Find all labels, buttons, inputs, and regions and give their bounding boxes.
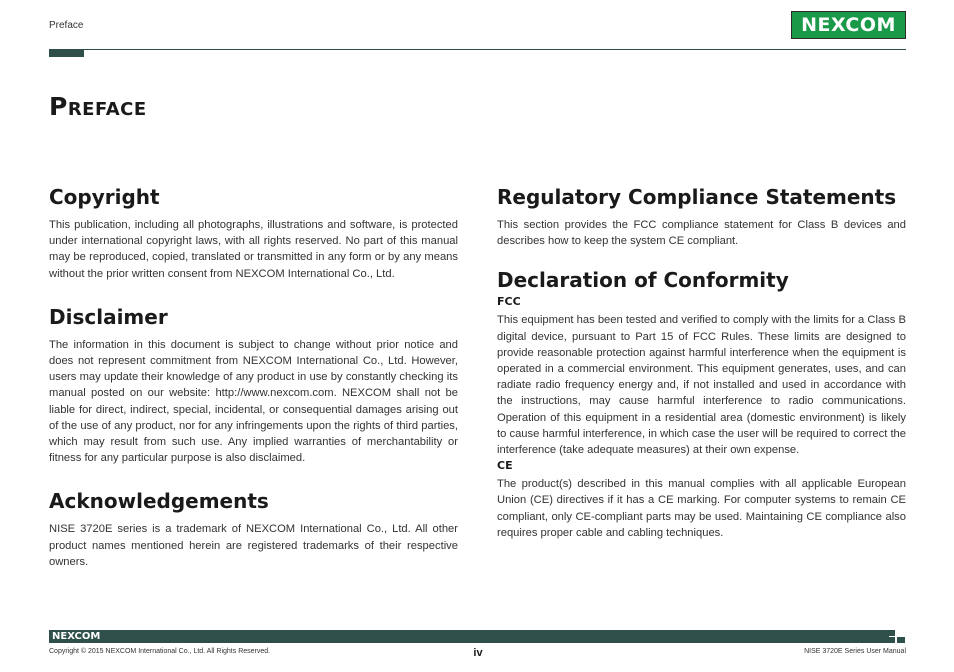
header-section-label: Preface <box>49 20 84 31</box>
copyright-section <box>49 183 458 282</box>
nexcom-logo <box>791 11 906 39</box>
header-rule <box>49 49 906 50</box>
page-number: iv <box>473 647 483 659</box>
ce-label: CE <box>497 459 513 473</box>
footer-bar <box>49 630 889 643</box>
disclaimer-heading: Disclaimer <box>49 304 168 329</box>
regulatory-heading: Regulatory Compliance Statements <box>497 185 897 209</box>
declaration-section <box>497 266 906 541</box>
disclaimer-body: The information in this document is subject to change without prior notice and does not represent commitment from NEXCOM International Co., Ltd. However, users may update their knowledge of any product in use by constantly checking its manual posted on our website: http://www.nexcom.com. NEXCOM shall not be liable for direct, indirect, special, incidental, or consequential damages arising out of the use of any product, nor for any infringements upon the rights of third parties, which may result from such use. Any implied warranties of merchantability or fitness for any particular purpose is also disclaimed. <box>49 338 458 465</box>
right-column <box>497 183 906 541</box>
footer-square-a <box>889 630 895 636</box>
regulatory-body: This section provides the FCC compliance statement for Class B devices and describes how to keep the system CE compliant. <box>497 219 906 248</box>
acknowledgements-heading: Acknowledgements <box>49 489 269 514</box>
declaration-heading: Declaration of Conformity <box>497 268 789 293</box>
copyright-heading: Copyright <box>49 185 160 209</box>
footer-copyright: Copyright © 2015 NEXCOM International Co., Ltd. All Rights Reserved. <box>49 648 271 655</box>
footer-manual-name: NISE 3720E Series User Manual <box>804 648 906 655</box>
ce-body: The product(s) described in this manual complies with all applicable European Union (CE) directives if it has a CE marking. For computer systems to remain CE compliant, only CE-compliant parts may be used. Maintaining CE compliance also requires proper cable and cabling techniques. <box>497 478 906 539</box>
fcc-label: FCC <box>497 295 521 309</box>
footer-square-c <box>889 637 895 643</box>
nexcom-logo-text: NEXCOM <box>801 14 896 36</box>
footer-logo: NEXCOM <box>52 631 101 642</box>
disclaimer-section <box>49 303 458 467</box>
regulatory-section <box>497 183 906 249</box>
acknowledgements-section <box>49 487 458 570</box>
footer-square-b <box>897 637 905 643</box>
left-column <box>49 183 458 570</box>
acknowledgements-body: NISE 3720E series is a trademark of NEXCOM International Co., Ltd. All other product names mentioned herein are registered trademarks of their respective owners. <box>49 523 458 568</box>
fcc-body: This equipment has been tested and verified to comply with the limits for a Class B digital device, pursuant to Part 15 of FCC Rules. These limits are designed to provide reasonable protection against harmful interference when the equipment is operated in a commercial environment. This equipment generates, uses, and can radiate radio frequency energy and, if not installed and used in accordance with the instructions, may cause harmful interference to radio communications. Operation of this equipment in a residential area (domestic environment) is likely to cause harmful interference, in which case the user will be required to correct the interference (take adequate measures) at their own expense. <box>497 314 906 457</box>
page-title: Preface <box>49 92 147 121</box>
header-rule-block <box>49 49 84 57</box>
copyright-body: This publication, including all photographs, illustrations and software, is protected under international copyright laws, with all rights reserved. No part of this manual may be reproduced, copied, translated or transmitted in any form or by any means without the prior written consent from NEXCOM International Co., Ltd. <box>49 219 458 280</box>
